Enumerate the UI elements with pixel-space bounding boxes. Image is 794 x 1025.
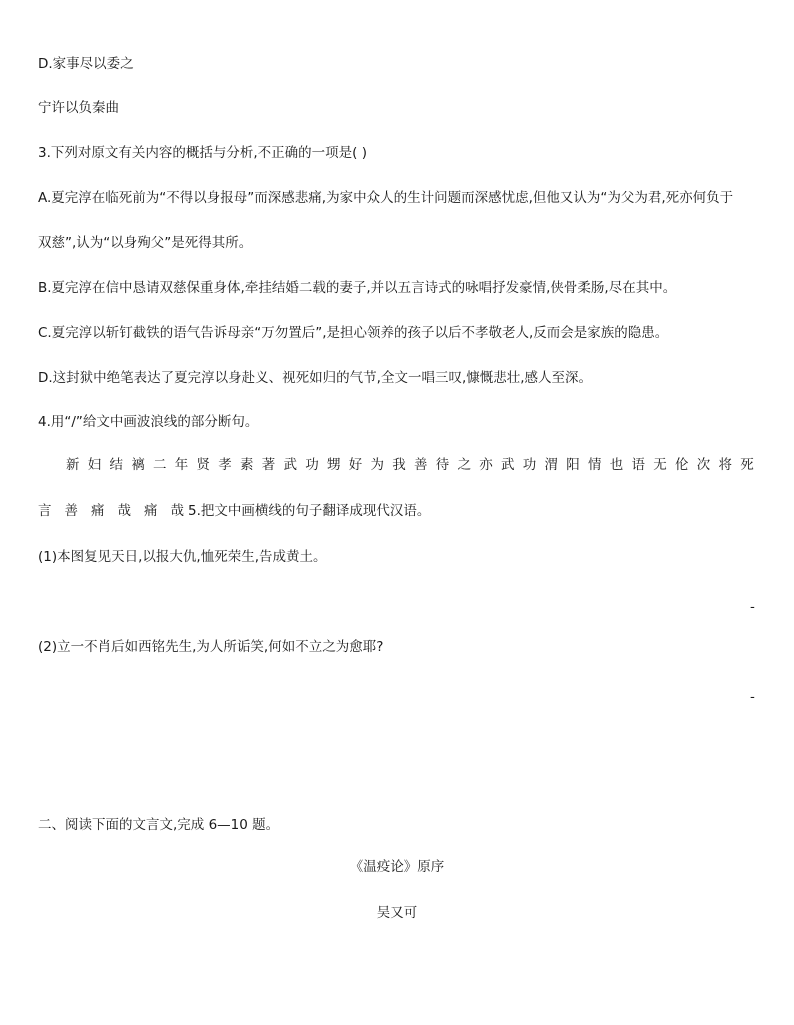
passage-char: 素 [240,457,254,473]
passage-char: 善 [414,457,428,473]
passage-char: 语 [631,457,645,473]
passage-char: 功 [305,457,319,473]
passage-char: 将 [718,457,732,473]
passage-char: 年 [174,457,189,473]
passage-char: 著 [261,457,276,473]
passage-author: 吴又可 [376,905,418,921]
punctuation-passage-row2 [38,502,430,520]
passage-char: 阳 [566,457,580,473]
answer-blank-2: - [750,689,755,705]
q3-option-b: B.夏完淳在信中恳请双慈保重身体,牵挂结婚二载的妻子,并以五言诗式的咏唱抒发豪情,侠骨柔肠,尽在其中。 [38,280,677,296]
passage-char: 待 [435,457,450,473]
passage-char: 结 [109,457,123,473]
passage-char: 死 [740,457,754,473]
punctuation-passage-row1 [66,456,754,474]
passage-char: 次 [696,457,711,473]
q3-option-a-line1: A.夏完淳在临死前为“不得以身报母”而深感悲痛,为家中众人的生计问题而深感忧虑,但他又认为“为父为君,死亦何负于 [38,190,734,206]
passage-char: 伦 [675,457,689,473]
question-3: 3.下列对原文有关内容的概括与分析,不正确的一项是( ) [38,145,367,161]
passage-char: 之 [457,457,471,473]
passage-char: 为 [370,457,384,473]
passage-char: 哉 [170,503,184,519]
section-2-heading: 二、阅读下面的文言文,完成 6—10 题。 [38,817,280,833]
passage-char: 功 [522,457,537,473]
answer-blank-1: - [750,599,755,615]
passage-char: 武 [283,457,297,473]
passage-char: 好 [348,457,363,473]
question-5: 5.把文中画横线的句子翻译成现代汉语。 [188,503,431,519]
passage-char: 哉 [117,503,131,519]
passage-char: 痛 [144,503,158,519]
passage-char: 亦 [479,457,493,473]
q3-option-a-line2: 双慈”,认为“以身殉父”是死得其所。 [38,235,253,251]
text-ning-xu: 宁许以负秦曲 [38,100,119,116]
passage-char: 武 [501,457,515,473]
passage-char: 二 [153,457,167,473]
passage-char: 言 [38,503,52,519]
option-d: D.家事尽以委之 [38,56,134,72]
q5-item-1: (1)本图复见天日,以报大仇,恤死荣生,告成黄土。 [38,549,327,565]
passage-char: 褵 [131,457,145,473]
passage-char: 甥 [327,457,341,473]
passage-char: 贤 [196,457,210,473]
passage-char: 也 [609,457,624,473]
passage-title: 《温疫论》原序 [349,859,445,875]
passage-char: 无 [653,457,667,473]
passage-char: 新 [66,457,80,473]
passage-char: 妇 [87,457,102,473]
passage-char: 痛 [91,503,105,519]
q5-item-2: (2)立一不肖后如西铭先生,为人所诟笑,何如不立之为愈耶? [38,639,384,655]
passage-char: 孝 [218,457,232,473]
passage-char: 渭 [544,457,558,473]
passage-char: 情 [588,457,602,473]
passage-char: 善 [64,503,78,519]
question-4: 4.用“/”给文中画波浪线的部分断句。 [38,414,259,430]
q3-option-c: C.夏完淳以斩钉截铁的语气告诉母亲“万勿置后”,是担心领养的孩子以后不孝敬老人,反而会是家族的隐患。 [38,325,669,341]
passage-char: 我 [392,457,406,473]
q3-option-d: D.这封狱中绝笔表达了夏完淳以身赴义、视死如归的气节,全文一唱三叹,慷慨悲壮,感人至深。 [38,370,593,386]
